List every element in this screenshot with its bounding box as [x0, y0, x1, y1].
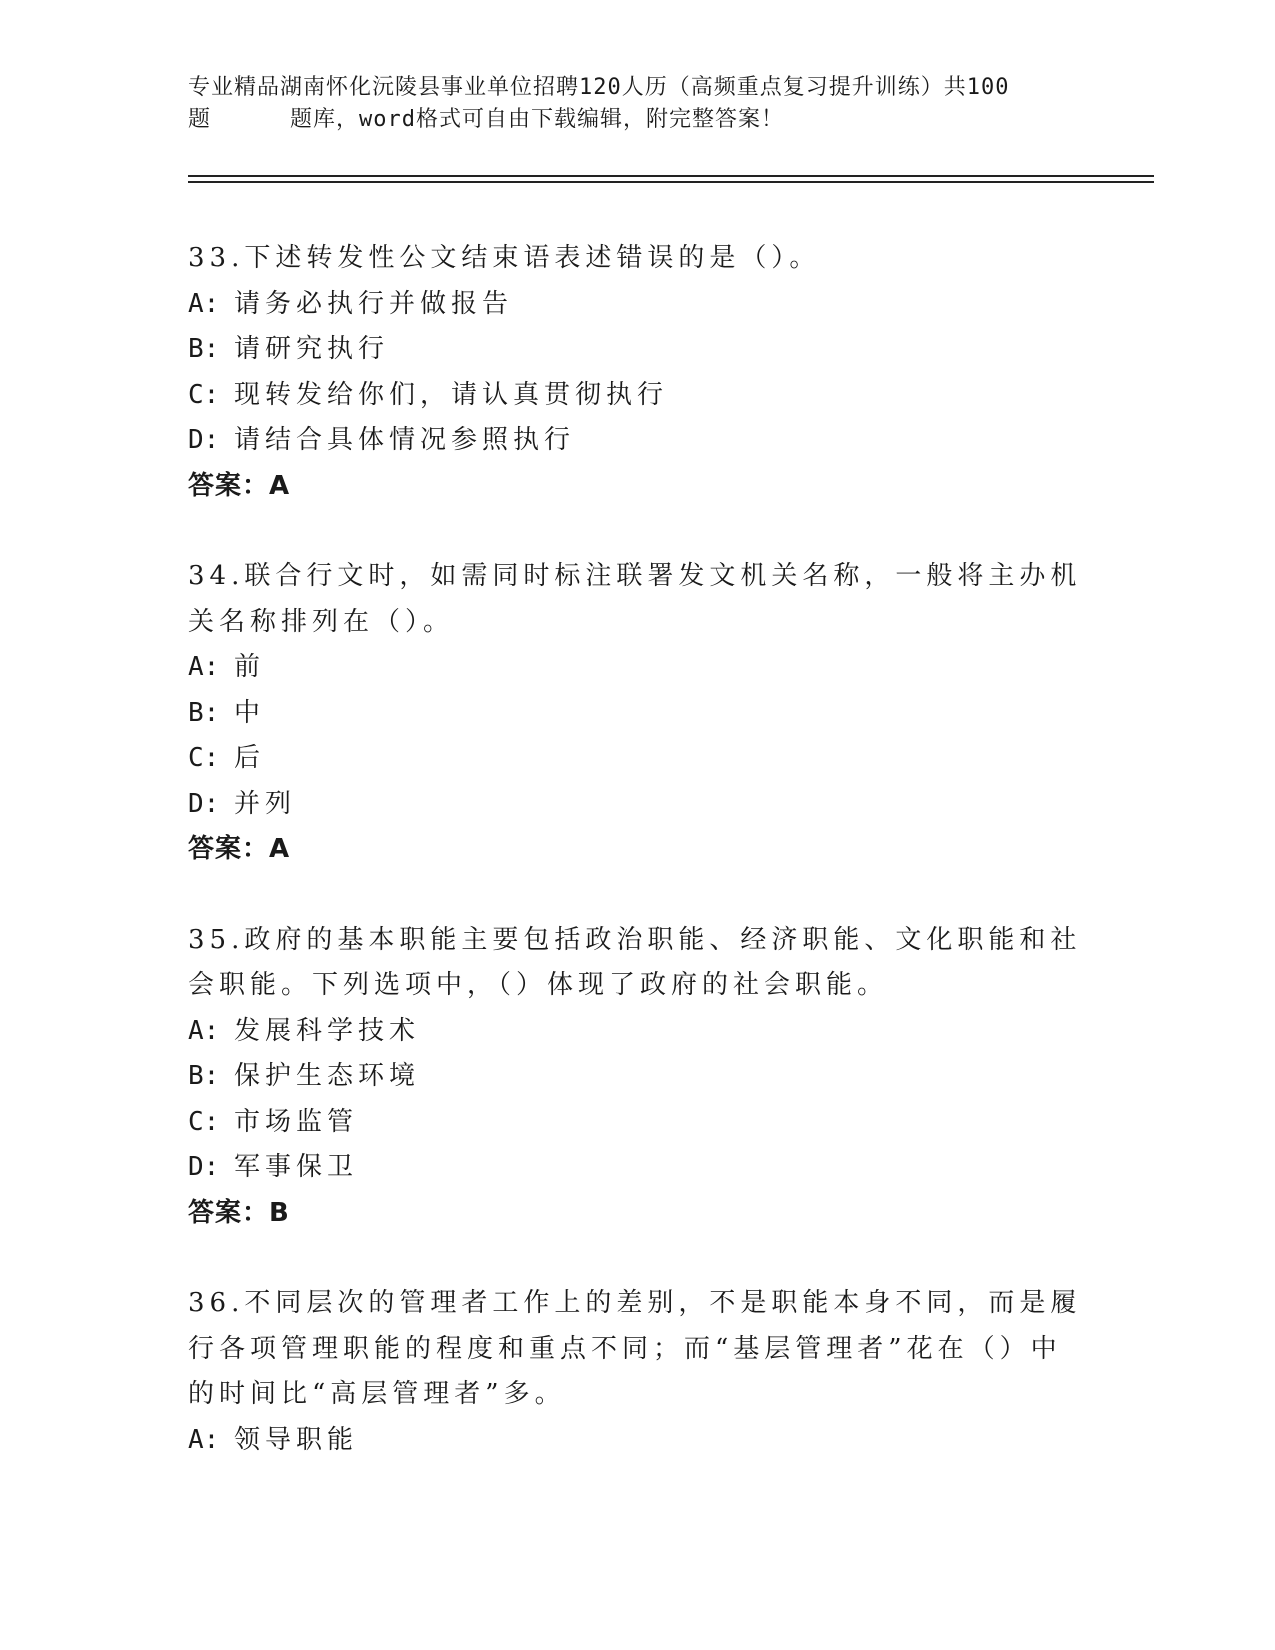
option-d — [188, 418, 1088, 464]
option-letter: A: — [188, 1424, 220, 1455]
option-letter: B: — [188, 334, 220, 364]
option-d — [188, 1145, 1088, 1191]
option-letter: C: — [188, 379, 220, 410]
header-line-2-text: 题库，word格式可自由下载编辑，附完整答案！ — [290, 107, 784, 132]
option-text: 请研究执行 — [234, 334, 390, 364]
option-a — [188, 1009, 1088, 1055]
option-d — [188, 782, 1088, 828]
option-text: 领导职能 — [234, 1424, 359, 1455]
question-35 — [188, 918, 1088, 1237]
header-divider-bottom — [188, 181, 1154, 183]
header-line-2-prefix: 题 — [188, 107, 212, 132]
option-text: 市场监管 — [234, 1106, 359, 1137]
option-text: 前 — [234, 652, 266, 682]
option-text: 请务必执行并做报告 — [234, 288, 514, 319]
option-b — [188, 691, 1088, 737]
answer-line: 答案：A — [188, 834, 291, 864]
option-text: 军事保卫 — [234, 1152, 359, 1182]
question-stem: 35.政府的基本职能主要包括政治职能、经济职能、文化职能和社会职能。下列选项中，（）体现了政府的社会职能。 — [188, 924, 1082, 1000]
question-33 — [188, 236, 1088, 509]
question-34 — [188, 554, 1088, 873]
option-c — [188, 373, 1088, 419]
option-text: 中 — [234, 697, 266, 728]
question-stem: 33.下述转发性公文结束语表述错误的是（）。 — [188, 243, 821, 273]
header-line-1: 专业精品湖南怀化沅陵县事业单位招聘120人历（高频重点复习提升训练）共100 — [188, 75, 1010, 100]
option-text: 保护生态环境 — [234, 1061, 421, 1091]
question-list — [188, 236, 1088, 1508]
option-letter: A: — [188, 652, 220, 682]
question-36 — [188, 1281, 1088, 1463]
option-letter: D: — [188, 788, 220, 819]
option-letter: C: — [188, 743, 220, 773]
option-letter: B: — [188, 1061, 220, 1091]
option-letter: A: — [188, 1015, 220, 1046]
option-letter: D: — [188, 1152, 220, 1182]
option-a — [188, 645, 1088, 691]
option-b — [188, 1054, 1088, 1100]
option-text: 并列 — [234, 788, 297, 819]
option-text: 发展科学技术 — [234, 1015, 421, 1046]
option-a — [188, 1418, 1088, 1464]
option-text: 现转发给你们，请认真贯彻执行 — [234, 379, 669, 410]
header-line-2 — [188, 104, 1088, 136]
answer-line: 答案：A — [188, 470, 291, 501]
option-letter: B: — [188, 697, 220, 728]
option-letter: D: — [188, 425, 220, 455]
option-c — [188, 1100, 1088, 1146]
question-stem: 34.联合行文时，如需同时标注联署发文机关名称，一般将主办机关名称排列在（）。 — [188, 561, 1082, 637]
option-letter: C: — [188, 1106, 220, 1137]
option-text: 请结合具体情况参照执行 — [234, 425, 576, 455]
option-letter: A: — [188, 288, 220, 319]
option-b — [188, 327, 1088, 373]
option-c — [188, 736, 1088, 782]
option-text: 后 — [234, 743, 266, 773]
header-divider-top — [188, 175, 1154, 177]
document-header — [188, 72, 1088, 136]
option-a — [188, 282, 1088, 328]
question-stem: 36.不同层次的管理者工作上的差别，不是职能本身不同，而是履行各项管理职能的程度和重点不同；而“基层管理者”花在（）中的时间比“高层管理者”多。 — [188, 1288, 1082, 1409]
answer-line: 答案：B — [188, 1197, 290, 1228]
